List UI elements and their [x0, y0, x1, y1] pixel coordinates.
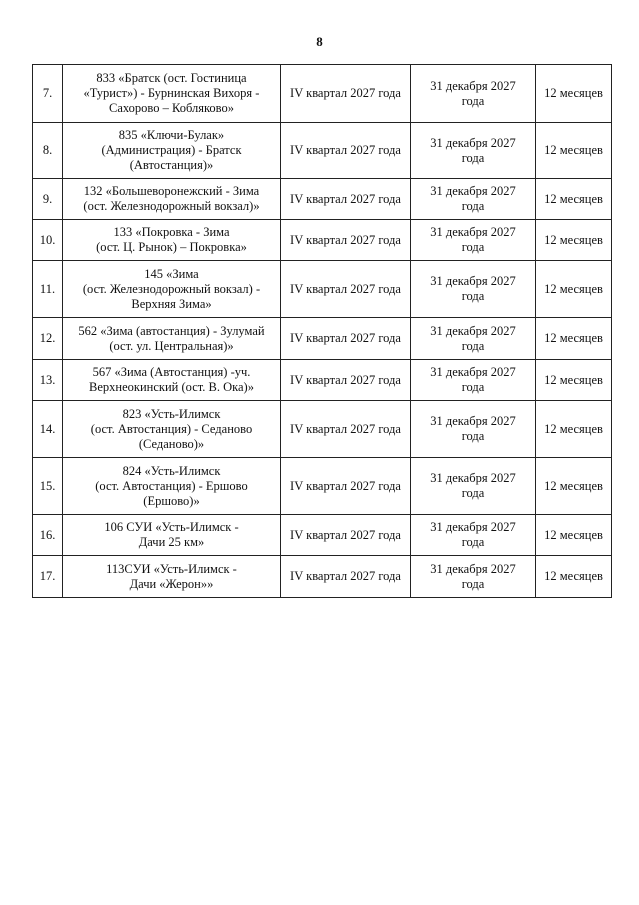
route-name: 133 «Покровка - Зима (ост. Ц. Рынок) – Покровка» [63, 220, 281, 261]
table-row [33, 318, 612, 360]
quarter-cell: IV квартал 2027 года [281, 179, 411, 220]
table-row [33, 401, 612, 458]
deadline-date: 31 декабря 2027 года [411, 458, 536, 515]
table-row [33, 458, 612, 515]
quarter-cell: IV квартал 2027 года [281, 401, 411, 458]
deadline-date: 31 декабря 2027 года [411, 65, 536, 123]
route-name: 113СУИ «Усть-Илимск - Дачи «Жерон»» [63, 556, 281, 598]
duration-cell: 12 месяцев [536, 220, 612, 261]
row-number: 9. [33, 179, 63, 220]
route-name: 106 СУИ «Усть-Илимск - Дачи 25 км» [63, 515, 281, 556]
route-name: 824 «Усть-Илимск (ост. Автостанция) - Ершово (Ершово)» [63, 458, 281, 515]
table-row [33, 65, 612, 123]
table-row [33, 261, 612, 318]
duration-cell: 12 месяцев [536, 515, 612, 556]
table-row [33, 179, 612, 220]
row-number: 7. [33, 65, 63, 123]
duration-cell: 12 месяцев [536, 318, 612, 360]
row-number: 16. [33, 515, 63, 556]
row-number: 17. [33, 556, 63, 598]
quarter-cell: IV квартал 2027 года [281, 220, 411, 261]
row-number: 8. [33, 123, 63, 179]
quarter-cell: IV квартал 2027 года [281, 261, 411, 318]
route-name: 132 «Большеворонежский - Зима (ост. Железнодорожный вокзал)» [63, 179, 281, 220]
table-row [33, 515, 612, 556]
quarter-cell: IV квартал 2027 года [281, 556, 411, 598]
deadline-date: 31 декабря 2027 года [411, 360, 536, 401]
page-number: 8 [316, 34, 323, 49]
row-number: 13. [33, 360, 63, 401]
route-name: 567 «Зима (Автостанция) -уч. Верхнеокинский (ост. В. Ока)» [63, 360, 281, 401]
quarter-cell: IV квартал 2027 года [281, 318, 411, 360]
table-row [33, 220, 612, 261]
duration-cell: 12 месяцев [536, 65, 612, 123]
row-number: 15. [33, 458, 63, 515]
deadline-date: 31 декабря 2027 года [411, 401, 536, 458]
row-number: 14. [33, 401, 63, 458]
duration-cell: 12 месяцев [536, 360, 612, 401]
row-number: 10. [33, 220, 63, 261]
duration-cell: 12 месяцев [536, 123, 612, 179]
deadline-date: 31 декабря 2027 года [411, 556, 536, 598]
route-name: 562 «Зима (автостанция) - Зулумай (ост. ул. Центральная)» [63, 318, 281, 360]
table-row [33, 360, 612, 401]
quarter-cell: IV квартал 2027 года [281, 65, 411, 123]
deadline-date: 31 декабря 2027 года [411, 220, 536, 261]
route-name: 823 «Усть-Илимск (ост. Автостанция) - Седаново (Седаново)» [63, 401, 281, 458]
deadline-date: 31 декабря 2027 года [411, 515, 536, 556]
deadline-date: 31 декабря 2027 года [411, 123, 536, 179]
duration-cell: 12 месяцев [536, 556, 612, 598]
quarter-cell: IV квартал 2027 года [281, 458, 411, 515]
table-row [33, 123, 612, 179]
duration-cell: 12 месяцев [536, 261, 612, 318]
quarter-cell: IV квартал 2027 года [281, 360, 411, 401]
quarter-cell: IV квартал 2027 года [281, 515, 411, 556]
deadline-date: 31 декабря 2027 года [411, 179, 536, 220]
duration-cell: 12 месяцев [536, 401, 612, 458]
route-name: 145 «Зима (ост. Железнодорожный вокзал) - Верхняя Зима» [63, 261, 281, 318]
routes-table [32, 64, 612, 598]
row-number: 12. [33, 318, 63, 360]
table-row [33, 556, 612, 598]
deadline-date: 31 декабря 2027 года [411, 261, 536, 318]
quarter-cell: IV квартал 2027 года [281, 123, 411, 179]
row-number: 11. [33, 261, 63, 318]
deadline-date: 31 декабря 2027 года [411, 318, 536, 360]
duration-cell: 12 месяцев [536, 179, 612, 220]
duration-cell: 12 месяцев [536, 458, 612, 515]
route-name: 835 «Ключи-Булак» (Администрация) - Братск (Автостанция)» [63, 123, 281, 179]
route-name: 833 «Братск (ост. Гостиница «Турист») - Бурнинская Вихоря - Сахорово – Кобляково» [63, 65, 281, 123]
